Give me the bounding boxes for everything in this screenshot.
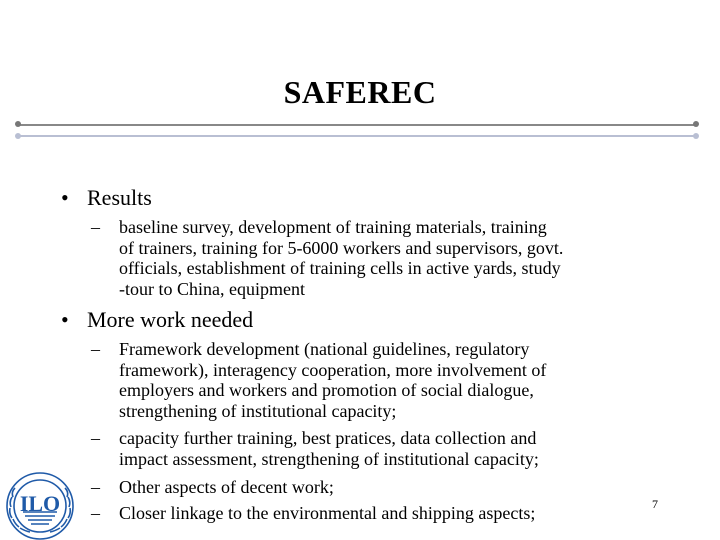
dash-marker: – [91,503,100,523]
bullet-dot-icon: • [61,307,69,332]
subitem-line: officials, establishment of training cells in active yards, study [119,258,561,278]
subitem-line: -tour to China, equipment [119,278,305,299]
page-number: 7 [652,497,658,511]
subitem-line: capacity further training, best pratices, data collection and [119,428,537,448]
ilo-logo-icon [1,466,79,540]
bullet-label: Results [87,185,152,210]
subitem-text [119,217,563,299]
divider-dot-left-light [15,133,21,139]
subitem-line: Other aspects of decent work; [119,477,334,497]
subitem-text [119,428,539,469]
subitem-text [119,503,535,524]
divider-dot-right-light [693,133,699,139]
subitem-line: Framework development (national guidelines, regulatory [119,339,530,359]
divider-dot-left [15,121,21,127]
slide-title: SAFEREC [283,74,437,110]
title-divider-light [18,135,698,137]
subitem-line: employers and workers and promotion of social dialogue, [119,380,534,400]
dash-marker: – [91,217,100,237]
subitem-line: framework), interagency cooperation, more involvement of [119,359,547,380]
dash-marker: – [91,477,100,497]
bullet-label: More work needed [87,307,254,332]
bullet-dot-icon: • [61,185,69,210]
subitem-line: Closer linkage to the environmental and shipping aspects; [119,503,536,523]
subitem-line: impact assessment, strengthening of institutional capacity; [119,448,539,469]
divider-dot-right [693,121,699,127]
dash-marker: – [91,339,100,359]
subitem-line: of trainers, training for 5-6000 workers and supervisors, govt. [119,237,564,258]
subitem-text [119,477,334,498]
subitem-line: baseline survey, development of training materials, training [119,217,547,237]
logo-text: ILO [19,491,61,516]
subitem-text [119,339,546,421]
title-divider-dark [18,124,698,126]
dash-marker: – [91,428,100,448]
subitem-line: strengthening of institutional capacity; [119,400,397,421]
